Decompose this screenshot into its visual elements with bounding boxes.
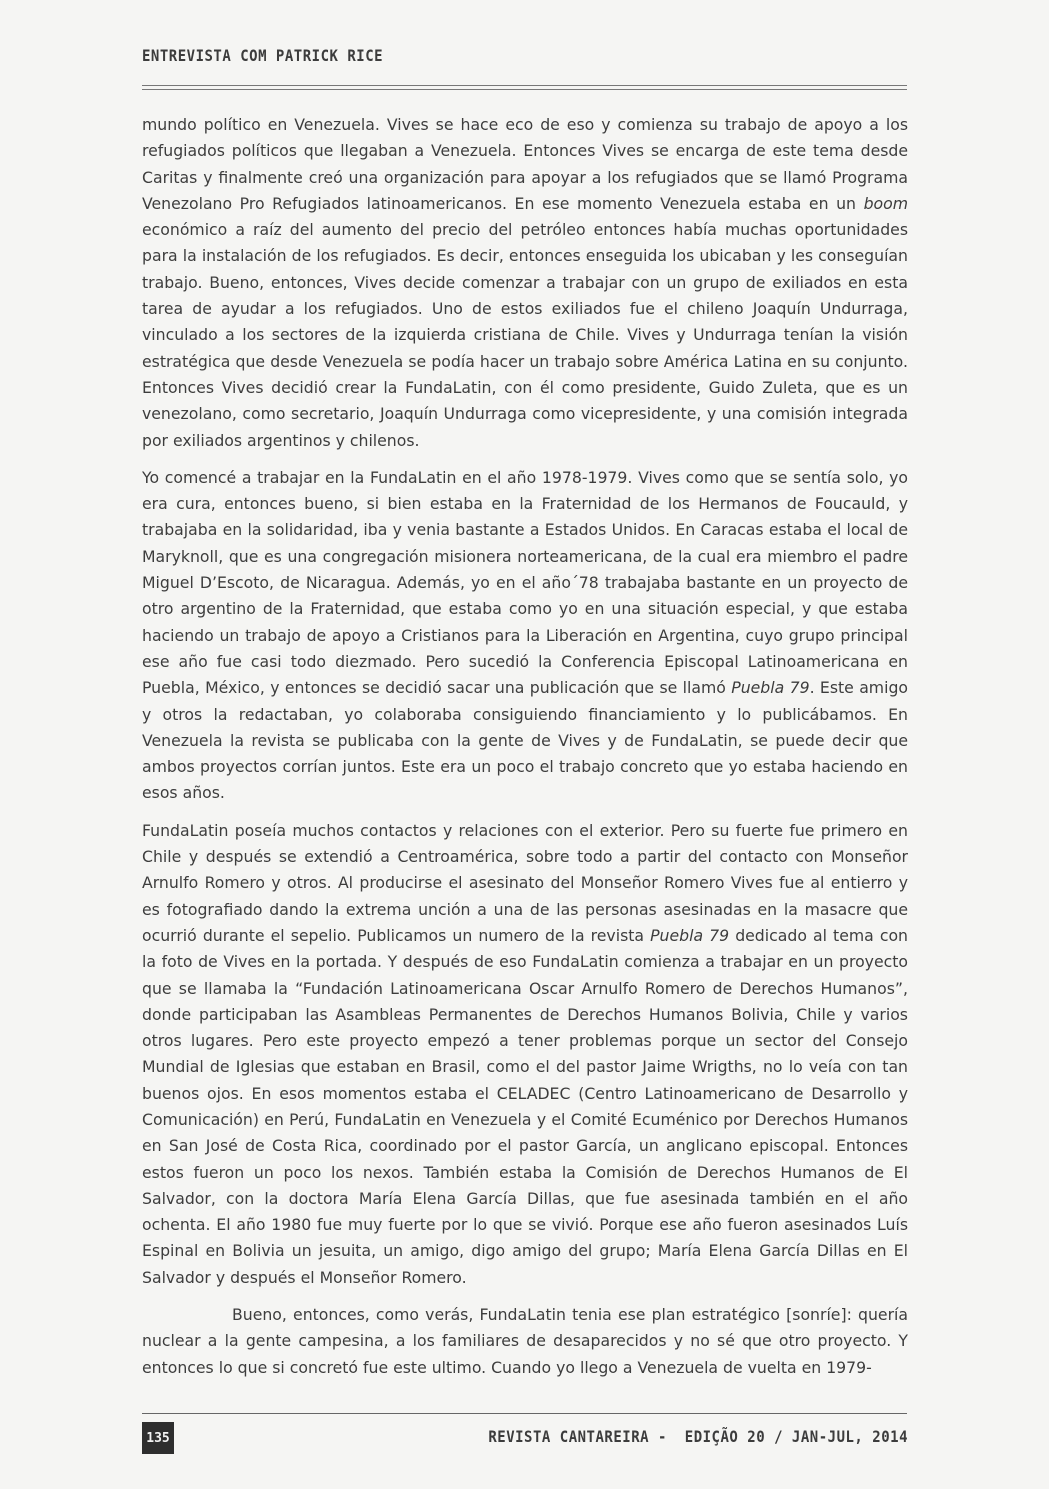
running-header-title: ENTREVISTA COM PATRICK RICE	[142, 47, 384, 66]
paragraph-3: FundaLatin poseía muchos contactos y relaciones con el exterior. Pero su fuerte fue primero en Chile y después se extendió a Centroamérica, sobre todo a partir del contacto con Monseñor Arnulfo Romero y otros. Al producirse el asesinato del Monseñor Romero Vives fue al entierro y es fotografiado dando la extrema unción a una de las personas asesinadas en la masacre que ocurrió durante el sepelio. Publicamos un numero de la revista Puebla 79 dedicado al tema con la foto de Vives en la portada. Y después de eso FundaLatin comienza a trabajar en un proyecto que se llamaba la “Fundación Latinoamericana Oscar Arnulfo Romero de Derechos Humanos”, donde participaban las Asambleas Permanentes de Derechos Humanos Bolivia, Chile y varios otros lugares. Pero este proyecto empezó a tener problemas porque un sector del Consejo Mundial de Iglesias que estaban en Brasil, como el del pastor Jaime Wrigths, no lo veía con tan buenos ojos. En esos momentos estaba el CELADEC (Centro Latinoamericano de Desarrollo y Comunicación) en Perú, FundaLatin en Venezuela y el Comité Ecuménico por Derechos Humanos en San José de Costa Rica, coordinado por el pastor García, un anglicano episcopal. Entonces estos fueron un poco los nexos. También estaba la Comisión de Derechos Humanos de El Salvador, con la doctora María Elena García Dillas, que fue asesinada también en el año ochenta. El año 1980 fue muy fuerte por lo que se vivió. Porque ese año fueron asesinados Luís Espinal en Bolivia un jesuita, un amigo, digo amigo del grupo; María Elena García Dillas en El Salvador y después el Monseñor Romero.	[142, 820, 908, 1287]
footer-rule	[142, 1413, 907, 1414]
emphasis-puebla-79: Puebla 79	[650, 925, 730, 945]
header-rule-top	[142, 85, 907, 86]
paragraph-1: mundo político en Venezuela. Vives se hace eco de eso y comienza su trabajo de apoyo a los refugiados políticos que llegaban a Venezuela. Entonces Vives se encarga de este tema desde Caritas y finalmente creó una organización para apoyar a los refugiados que se llamó Programa Venezolano Pro Refugiados latinoamericanos. En ese momento Venezuela estaba en un boom económico a raíz del aumento del precio del petróleo entonces había muchas oportunidades para la instalación de los refugiados. Es decir, entonces enseguida los ubicaban y les conseguían trabajo. Bueno, entonces, Vives decide comenzar a trabajar con un grupo de exiliados en esta tarea de ayudar a los refugiados. Uno de estos exiliados fue el chileno Joaquín Undurraga, vinculado a los sectores de la izquierda cristiana de Chile. Vives y Undurraga tenían la visión estratégica que desde Venezuela se podía hacer un trabajo sobre América Latina en su conjunto. Entonces Vives decidió crear la FundaLatin, con él como presidente, Guido Zuleta, que es un venezolano, como secretario, Joaquín Undurraga como vicepresidente, y una comisión integrada por exiliados argentinos y chilenos.	[142, 115, 908, 450]
publication-title: REVISTA CANTAREIRA - EDIÇÃO 20 / JAN-JUL, 2014	[488, 1428, 908, 1447]
emphasis-boom: boom	[863, 193, 908, 213]
paragraph-2: Yo comencé a trabajar en la FundaLatin en el año 1978-1979. Vives como que se sentía solo, yo era cura, entonces bueno, si bien estaba en la Fraternidad de los Hermanos de Foucauld, y trabajaba en la solidaridad, iba y venia bastante a Estados Unidos. En Caracas estaba el local de Maryknoll, que es una congregación misionera norteamericana, de la cual era miembro el padre Miguel D’Escoto, de Nicaragua. Además, yo en el año´78 trabajaba bastante en un proyecto de otro argentino de la Fraternidad, que estaba como yo en una situación especial, y que estaba haciendo un trabajo de apoyo a Cristianos para la Liberación en Argentina, cuyo grupo principal ese año fue casi todo diezmado. Pero sucedió la Conferencia Episcopal Latinoamericana en Puebla, México, y entonces se decidió sacar una publicación que se llamó Puebla 79. Este amigo y otros la redactaban, yo colaboraba consiguiendo financiamiento y lo publicábamos. En Venezuela la revista se publicaba con la gente de Vives y de FundaLatin, se puede decir que ambos proyectos corrían juntos. Este era un poco el trabajo concreto que yo estaba haciendo en esos años.	[142, 467, 908, 803]
header-rule-bottom	[142, 89, 907, 90]
article-body	[142, 112, 908, 1392]
emphasis-puebla-79: Puebla 79	[731, 678, 810, 698]
page-number-badge: 135	[142, 1422, 174, 1454]
paragraph-4: Bueno, entonces, como verás, FundaLatin tenia ese plan estratégico [sonríe]: quería nuclear a la gente campesina, a los familiares de desaparecidos y no sé que otro proyecto. Y entonces lo que si concretó fue este ultimo. Cuando yo llego a Venezuela de vuelta en 1979-	[142, 1305, 908, 1377]
